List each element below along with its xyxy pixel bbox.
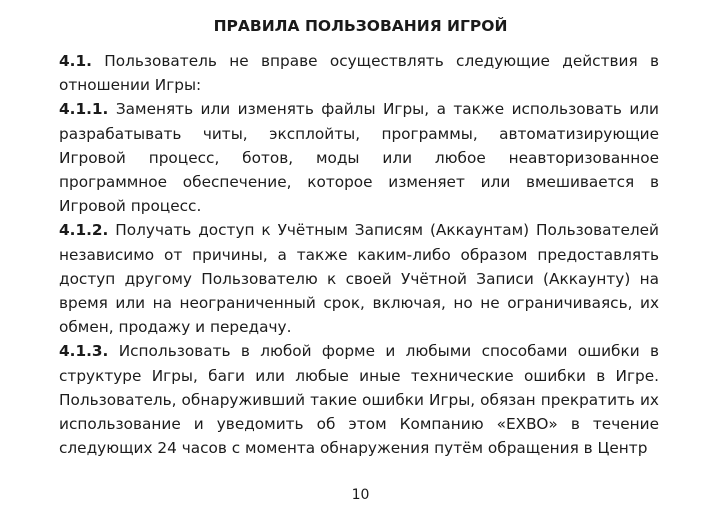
paragraph-4-1-3 bbox=[59, 339, 659, 460]
paragraph-4-1-2 bbox=[59, 218, 659, 339]
paragraph-text: Заменять или изменять файлы Игры, а также использовать или разрабатывать читы, эксплойты, программы, автоматизирующие Игровой процесс, ботов, моды или любое неавторизованное программное обеспечение, которое изменяет или вмешивается в Игровой процесс. bbox=[59, 100, 659, 216]
paragraph-text: Пользователь не вправе осуществлять следующие действия в отношении Игры: bbox=[59, 52, 660, 95]
paragraph-number: 4.1.3. bbox=[59, 342, 109, 361]
page-number: 10 bbox=[351, 487, 370, 503]
paragraph-text: Получать доступ к Учётным Записям (Аккаунтам) Пользователей независимо от причины, а также каким-либо образом предоставлять доступ другому Пользователю к своей Учётной Записи (Аккаунту) на время или на неограниченный срок, включая, но не ограничиваясь, их обмен, продажу и передачу. bbox=[59, 221, 659, 337]
paragraph-number: 4.1. bbox=[59, 52, 92, 70]
document-body bbox=[59, 49, 659, 460]
paragraph-4-1 bbox=[59, 49, 659, 97]
document-title: ПРАВИЛА ПОЛЬЗОВАНИЯ ИГРОЙ bbox=[213, 17, 508, 35]
paragraph-number: 4.1.2. bbox=[59, 221, 109, 240]
paragraph-text: Использовать в любой форме и любыми способами ошибки в структуре Игры, баги или любые иные технические ошибки в Игре. Пользователь, обнаруживший такие ошибки Игры, обязан прекратить их использование и уведомить об этом Компанию «EXBO» в течение следующих 24 часов с момента обнаружения путём обращения в Центр bbox=[59, 342, 659, 458]
paragraph-number: 4.1.1. bbox=[59, 100, 109, 119]
paragraph-4-1-1 bbox=[59, 97, 659, 218]
